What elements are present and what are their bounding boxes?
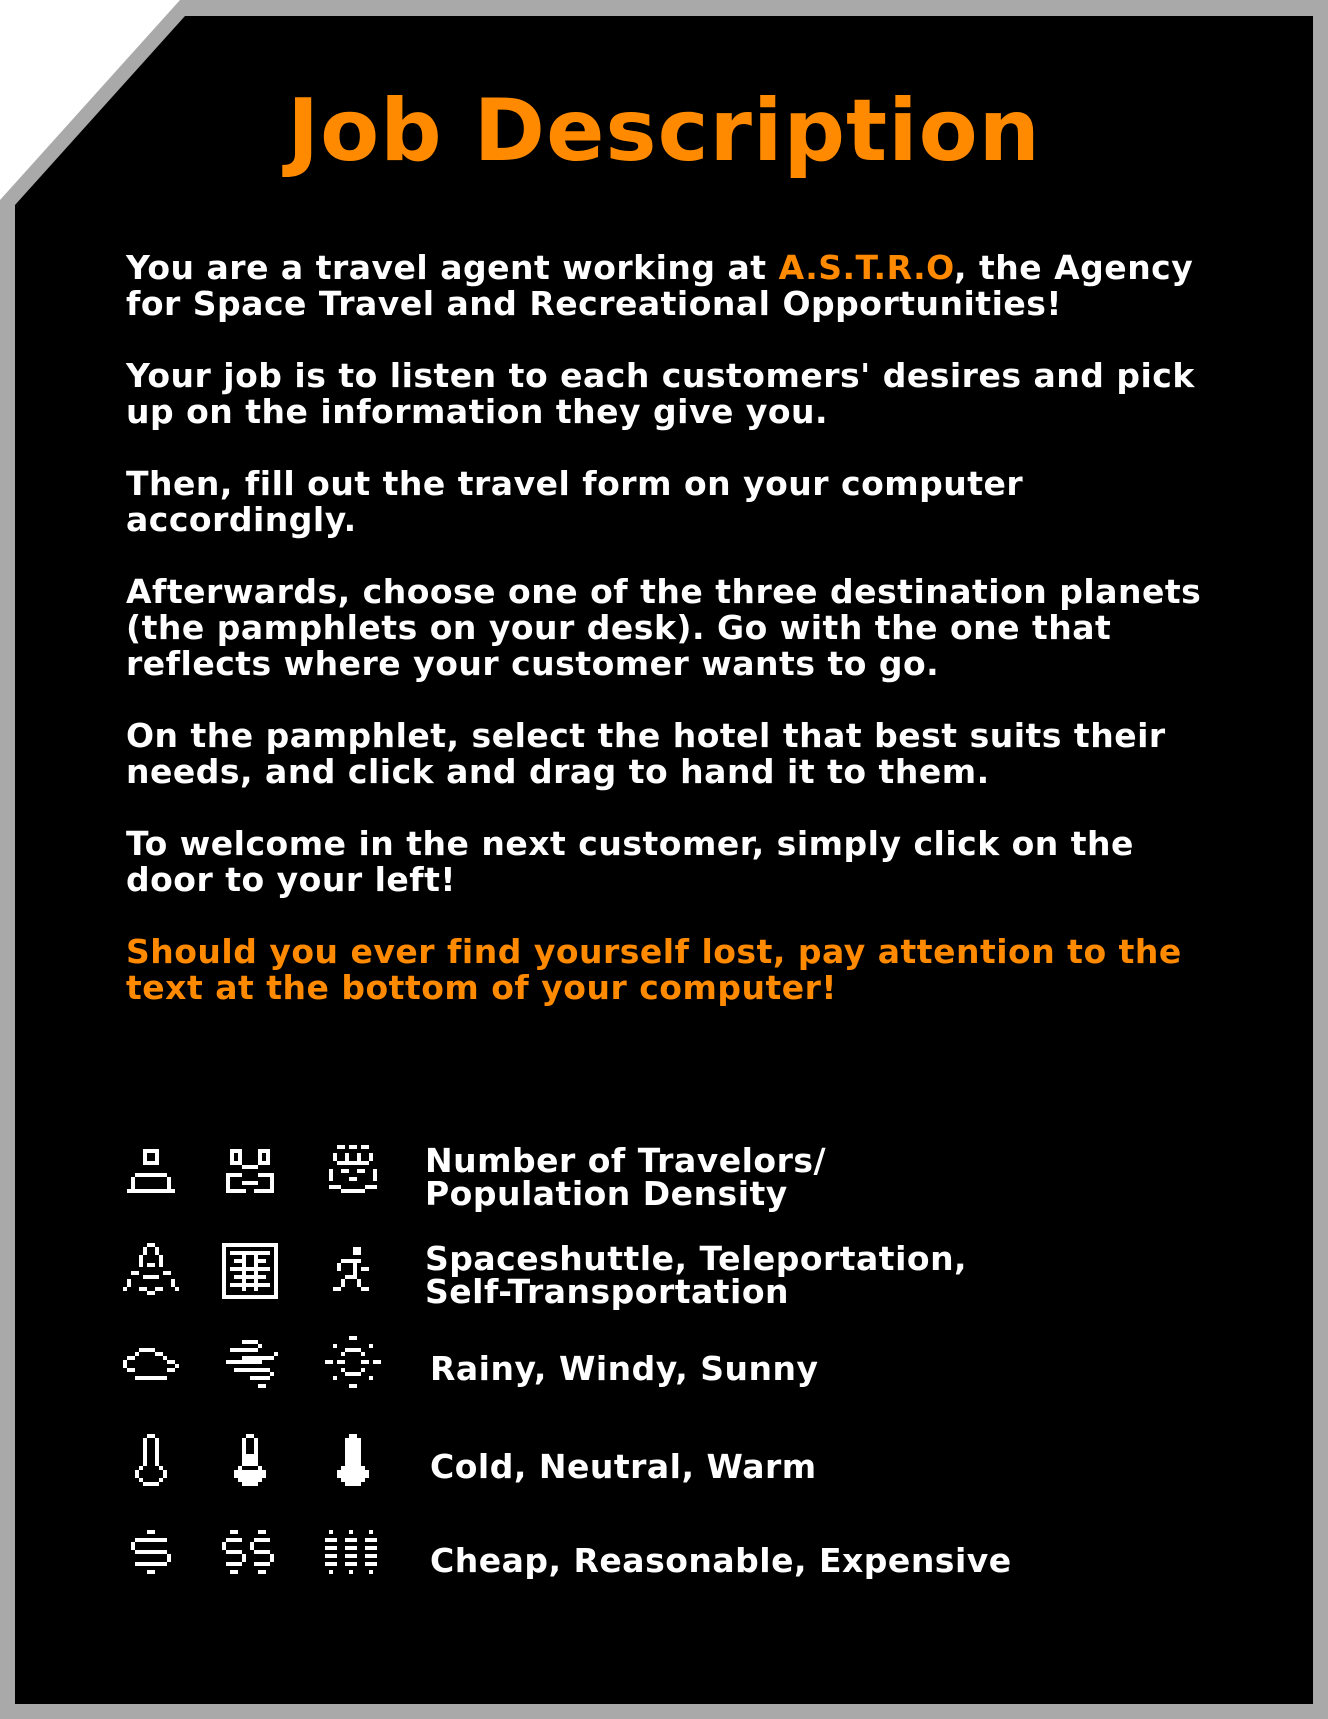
crowd-icon — [325, 1145, 381, 1201]
legend-row-transport — [0, 1238, 1328, 1311]
sun-icon — [325, 1336, 381, 1392]
legend-label-temperature — [430, 1447, 817, 1486]
legend-label-line: Cheap, Reasonable, Expensive — [430, 1541, 1012, 1580]
rocket-icon — [123, 1243, 179, 1299]
legend-label-line: Self-Transportation — [425, 1272, 790, 1311]
three-dollar-icon — [325, 1530, 381, 1586]
tip-paragraph: Should you ever find yourself lost, pay attention to the text at the bottom of your computer! — [126, 932, 1182, 1007]
two-dollar-icon — [222, 1530, 278, 1586]
rain-cloud-icon — [123, 1336, 179, 1392]
thermometer-warm-icon — [325, 1434, 381, 1490]
page-title: Job Description — [287, 81, 1041, 181]
legend-label-line: Spaceshuttle, Teleportation, — [425, 1239, 968, 1278]
legend-label-line: Population Density — [425, 1174, 788, 1213]
instruction-paragraph: Then, fill out the travel form on your computer accordingly. — [126, 464, 1024, 539]
legend-label-price — [430, 1541, 1012, 1580]
legend-label-line: Cold, Neutral, Warm — [430, 1447, 817, 1486]
instruction-paragraph: On the pamphlet, select the hotel that best suits their needs, and click and drag to hand it to them. — [126, 716, 1166, 791]
wind-icon — [222, 1336, 278, 1392]
legend-row-temperature — [0, 1432, 1328, 1502]
legend-label-line: Rainy, Windy, Sunny — [430, 1349, 819, 1388]
instructions — [126, 250, 1206, 1042]
legend-label-travelers — [425, 1141, 827, 1213]
thermometer-neutral-icon — [222, 1434, 278, 1490]
legend-label-weather — [430, 1349, 819, 1388]
two-people-icon — [222, 1145, 278, 1201]
legend-row-weather — [0, 1336, 1328, 1406]
legend-label-line: Number of Travelors/ — [425, 1141, 827, 1180]
one-person-icon — [123, 1145, 179, 1201]
agency-name: A.S.T.R.O — [778, 248, 954, 287]
running-person-icon — [325, 1243, 381, 1299]
legend-row-travelers — [0, 1140, 1328, 1213]
one-dollar-icon — [123, 1530, 179, 1586]
legend-label-transport — [425, 1239, 968, 1311]
instruction-paragraph: Afterwards, choose one of the three destination planets (the pamphlets on your desk). Go with the one that reflects where your customer wants to go. — [126, 572, 1202, 683]
instruction-paragraph: Your job is to listen to each customers' desires and pick up on the information they give you. — [126, 356, 1195, 431]
thermometer-cold-icon — [123, 1434, 179, 1490]
intro-text: You are a travel agent working at — [126, 248, 779, 287]
intro-text-end: , the Agency for Space Travel and Recreational Opportunities! — [126, 248, 1194, 323]
teleporter-icon — [222, 1243, 278, 1299]
instruction-paragraph: To welcome in the next customer, simply click on the door to your left! — [126, 824, 1134, 899]
intro-paragraph — [126, 250, 1206, 322]
legend-row-price — [0, 1530, 1328, 1600]
